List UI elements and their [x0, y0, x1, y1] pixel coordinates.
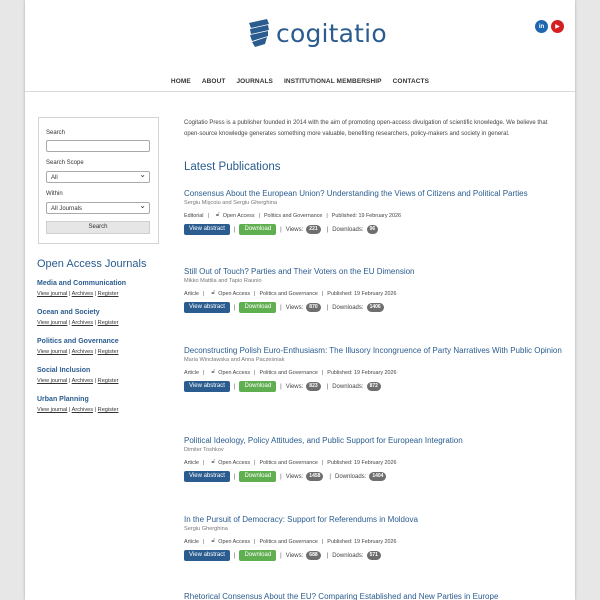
search-scope-label: Search Scope [46, 160, 84, 166]
journal-label: Politics and Governance [263, 212, 323, 219]
view-journal-link[interactable]: View journal [37, 378, 68, 384]
search-scope-value: All [51, 175, 58, 181]
publication-title[interactable]: In the Pursuit of Democracy: Support for Referendums in Moldova [184, 515, 418, 524]
publication-meta: Article | 🔓︎ Open Access | Politics and Governance | Published: 19 February 2026 [184, 369, 397, 376]
search-scope-select[interactable] [46, 171, 150, 183]
views-count: 1458 [306, 472, 323, 481]
view-journal-link[interactable]: View journal [37, 349, 68, 355]
intro-text: Cogitatio Press is a publisher founded in 2014 with the aim of promoting open-access divulgation of scientific knowledge. We believe that open-source knowledge generates something more valuable, benefiting researchers, policy-makers and society in general. [184, 120, 548, 137]
archives-link[interactable]: Archives [71, 349, 94, 355]
search-button[interactable]: Search [46, 221, 150, 234]
journal-label: Politics and Governance [259, 369, 318, 376]
publication-authors: Sergiu Mişcoiu and Sergiu Gherghina [184, 200, 277, 206]
nav-about[interactable]: ABOUT [201, 78, 226, 85]
publication-title[interactable]: Deconstructing Polish Euro-Enthusiasm: The Illusory Incongruence of Party Narratives With Public Opinion [184, 346, 562, 355]
journal-politics-and-governance: Politics and Governance View journal | Archives | Register [37, 338, 119, 355]
logo[interactable] [247, 16, 387, 50]
nav-home[interactable]: HOME [170, 78, 191, 85]
views-count: 823 [306, 382, 320, 391]
access-label: Open Access [218, 459, 251, 466]
nav-journals[interactable]: JOURNALS [236, 78, 273, 85]
views-count: 688 [306, 551, 320, 560]
downloads-count: 571 [367, 551, 381, 560]
access-label: Open Access [222, 212, 255, 219]
publication-type: Editorial [184, 212, 204, 219]
published-date: Published: 19 February 2026 [331, 212, 402, 219]
publication-type: Article [184, 290, 199, 297]
search-input[interactable] [46, 140, 150, 152]
register-link[interactable]: Register [97, 349, 119, 355]
view-abstract-button[interactable]: View abstract [184, 381, 230, 392]
access-label: Open Access [218, 290, 251, 297]
publication-meta: Editorial | 🔓︎ Open Access | Politics and Governance | Published: 19 February 2026 [184, 212, 402, 219]
publication-actions: View abstract | Download | Views: 870 | Downloads: 1406 [184, 302, 564, 313]
download-button[interactable]: Download [239, 471, 276, 482]
within-select[interactable] [46, 202, 150, 214]
journal-name[interactable]: Urban Planning [37, 396, 89, 403]
register-link[interactable]: Register [97, 378, 119, 384]
search-panel [38, 117, 159, 244]
journal-name[interactable]: Ocean and Society [37, 309, 100, 316]
register-link[interactable]: Register [97, 320, 119, 326]
downloads-count: 872 [367, 382, 381, 391]
publication-authors: Dimiter Toshkov [184, 447, 224, 453]
logo-mark-icon [247, 17, 271, 49]
downloads-label: Downloads: [332, 304, 364, 311]
journal-social-inclusion: Social Inclusion View journal | Archives | Register [37, 367, 119, 384]
journal-media-and-communication: Media and Communication View journal | Archives | Register [37, 280, 127, 297]
journal-label: Politics and Governance [259, 290, 318, 297]
downloads-label: Downloads: [332, 552, 364, 559]
publication-title[interactable]: Rhetorical Consensus About the EU? Comparing Established and New Parties in Europe [184, 592, 499, 600]
published-date: Published: 19 February 2026 [327, 369, 397, 376]
publication-actions: View abstract | Download | Views: 823 | Downloads: 872 [184, 381, 564, 392]
publication-title[interactable]: Still Out of Touch? Parties and Their Voters on the EU Dimension [184, 267, 415, 276]
download-button[interactable]: Download [239, 224, 276, 235]
page [25, 0, 575, 600]
youtube-icon[interactable]: ▶ [551, 20, 564, 33]
journal-label: Politics and Governance [259, 538, 318, 545]
views-label: Views: [285, 383, 304, 390]
publication-type: Article [184, 538, 199, 545]
within-label: Within [46, 191, 63, 197]
within-value: All Journals [51, 206, 83, 212]
published-date: Published: 19 February 2026 [327, 459, 397, 466]
logo-text: cogitatio [276, 18, 387, 48]
view-abstract-button[interactable]: View abstract [184, 471, 230, 482]
publication-actions: View abstract | Download | Views: 1458 | Downloads: 1404 [184, 471, 564, 482]
published-date: Published: 19 February 2026 [327, 538, 397, 545]
view-abstract-button[interactable]: View abstract [184, 224, 230, 235]
lock-open-icon: 🔓︎ [211, 369, 216, 375]
publication-type: Article [184, 369, 199, 376]
view-abstract-button[interactable]: View abstract [184, 302, 230, 313]
publication-item [184, 515, 564, 561]
downloads-label: Downloads: [332, 226, 364, 233]
linkedin-icon[interactable]: in [535, 20, 548, 33]
register-link[interactable]: Register [97, 291, 119, 297]
open-access-journals-heading: Open Access Journals [37, 258, 147, 270]
view-abstract-button[interactable]: View abstract [184, 550, 230, 561]
social-links [535, 20, 564, 33]
views-label: Views: [285, 552, 304, 559]
journal-name[interactable]: Social Inclusion [37, 367, 91, 374]
publication-meta: Article | 🔓︎ Open Access | Politics and Governance | Published: 19 February 2026 [184, 290, 397, 297]
download-button[interactable]: Download [239, 302, 276, 313]
journal-name[interactable]: Media and Communication [37, 280, 127, 287]
journal-ocean-and-society: Ocean and Society View journal | Archives | Register [37, 309, 119, 326]
published-date: Published: 19 February 2026 [327, 290, 397, 297]
view-journal-link[interactable]: View journal [37, 320, 68, 326]
journal-name[interactable]: Politics and Governance [37, 338, 119, 345]
search-label: Search [46, 130, 66, 136]
download-button[interactable]: Download [239, 381, 276, 392]
journal-label: Politics and Governance [259, 459, 318, 466]
lock-open-icon: 🔓︎ [211, 290, 216, 296]
downloads-count: 1404 [369, 472, 386, 481]
publication-item [184, 592, 564, 600]
view-journal-link[interactable]: View journal [37, 407, 68, 413]
publication-item [184, 436, 564, 482]
journal-urban-planning: Urban Planning View journal | Archives | Register [37, 396, 119, 413]
main-nav [25, 72, 575, 92]
publication-item [184, 189, 564, 235]
nav-contacts[interactable]: CONTACTS [392, 78, 430, 85]
archives-link[interactable]: Archives [71, 378, 94, 384]
lock-open-icon: 🔓︎ [215, 212, 220, 218]
archives-link[interactable]: Archives [71, 407, 94, 413]
publication-item [184, 346, 564, 392]
publication-title[interactable]: Political Ideology, Policy Attitudes, and Public Support for European Integration [184, 436, 463, 445]
publication-actions: View abstract | Download | Views: 688 | Downloads: 571 [184, 550, 564, 561]
publication-type: Article [184, 459, 199, 466]
downloads-count: 96 [367, 225, 379, 234]
publication-authors: Mikko Mattila and Tapio Raunio [184, 278, 262, 284]
latest-publications-heading: Latest Publications [184, 161, 281, 173]
views-label: Views: [285, 304, 304, 311]
access-label: Open Access [218, 538, 251, 545]
register-link[interactable]: Register [97, 407, 119, 413]
views-label: Views: [285, 473, 304, 480]
lock-open-icon: 🔓︎ [211, 459, 216, 465]
download-button[interactable]: Download [239, 550, 276, 561]
views-label: Views: [285, 226, 304, 233]
views-count: 221 [306, 225, 320, 234]
views-count: 870 [306, 303, 320, 312]
nav-institutional-membership[interactable]: INSTITUTIONAL MEMBERSHIP [284, 78, 382, 85]
archives-link[interactable]: Archives [71, 320, 94, 326]
archives-link[interactable]: Archives [71, 291, 94, 297]
publication-authors: Maria Wincławska and Anna Pacześniak [184, 357, 285, 363]
publication-authors: Sergiu Gherghina [184, 526, 228, 532]
lock-open-icon: 🔓︎ [211, 538, 216, 544]
downloads-label: Downloads: [334, 473, 367, 480]
downloads-count: 1406 [367, 303, 384, 312]
publication-title[interactable]: Consensus About the European Union? Understanding the Views of Citizens and Political Parties [184, 189, 528, 198]
publication-meta: Article | 🔓︎ Open Access | Politics and Governance | Published: 19 February 2026 [184, 459, 397, 466]
access-label: Open Access [218, 369, 251, 376]
view-journal-link[interactable]: View journal [37, 291, 68, 297]
publication-actions: View abstract | Download | Views: 221 | Downloads: 96 [184, 224, 564, 235]
publication-meta: Article | 🔓︎ Open Access | Politics and Governance | Published: 19 February 2026 [184, 538, 397, 545]
downloads-label: Downloads: [332, 383, 364, 390]
publication-item [184, 267, 564, 313]
